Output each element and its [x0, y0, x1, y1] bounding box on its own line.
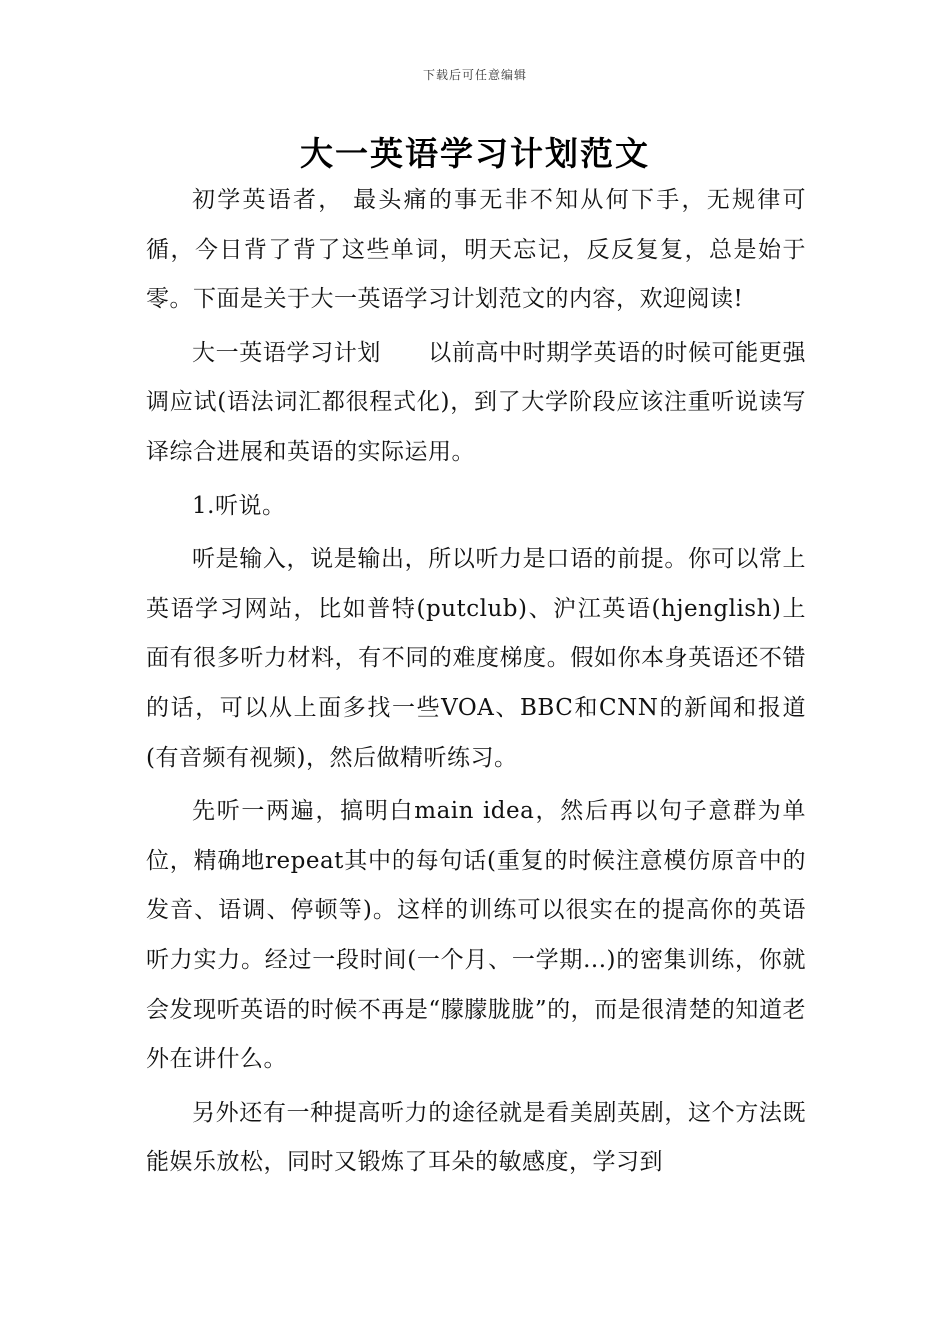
paragraph-tv-shows: 另外还有一种提高听力的途径就是看美剧英剧，这个方法既能娱乐放松，同时又锻炼了耳朵的敏感度，学习到 [146, 1099, 806, 1176]
header-note: 下载后可任意编辑 [422, 68, 527, 82]
document-title: 大一英语学习计划范文 [300, 134, 650, 173]
paragraph-listening-input: 听是输入，说是输出，所以听力是口语的前提。你可以常上英语学习网站，比如普特(putclub)、沪江英语(hjenglish)上面有很多听力材料，有不同的难度梯度。假如你本身英语还不错的话，可以从上面多找一些VOA、BBC和CNN的新闻和报道(有音频有视频)，然后做精听练习。 [146, 546, 806, 771]
section-heading-listening-speaking: 1.听说。 [192, 492, 286, 519]
paragraph-intro: 初学英语者， 最头痛的事无非不知从何下手，无规律可循，今日背了背了这些单词，明天忘记，反反复复，总是始于零。下面是关于大一英语学习计划范文的内容，欢迎阅读! [146, 187, 806, 313]
paragraph-listening-method: 先听一两遍，搞明白main idea，然后再以句子意群为单位，精确地repeat其中的每句话(重复的时候注意模仿原音中的发音、语调、停顿等)。这样的训练可以很实在的提高你的英语听力实力。经过一段时间(一个月、一学期...)的密集训练，你就会发现听英语的时候不再是“朦朦胧胧”的，而是很清楚的知道老外在讲什么。 [146, 798, 806, 1073]
paragraph-plan: 大一英语学习计划 以前高中时期学英语的时候可能更强调应试(语法词汇都很程式化)，到了大学阶段应该注重听说读写译综合进展和英语的实际运用。 [146, 339, 806, 465]
document-body [146, 176, 806, 1192]
